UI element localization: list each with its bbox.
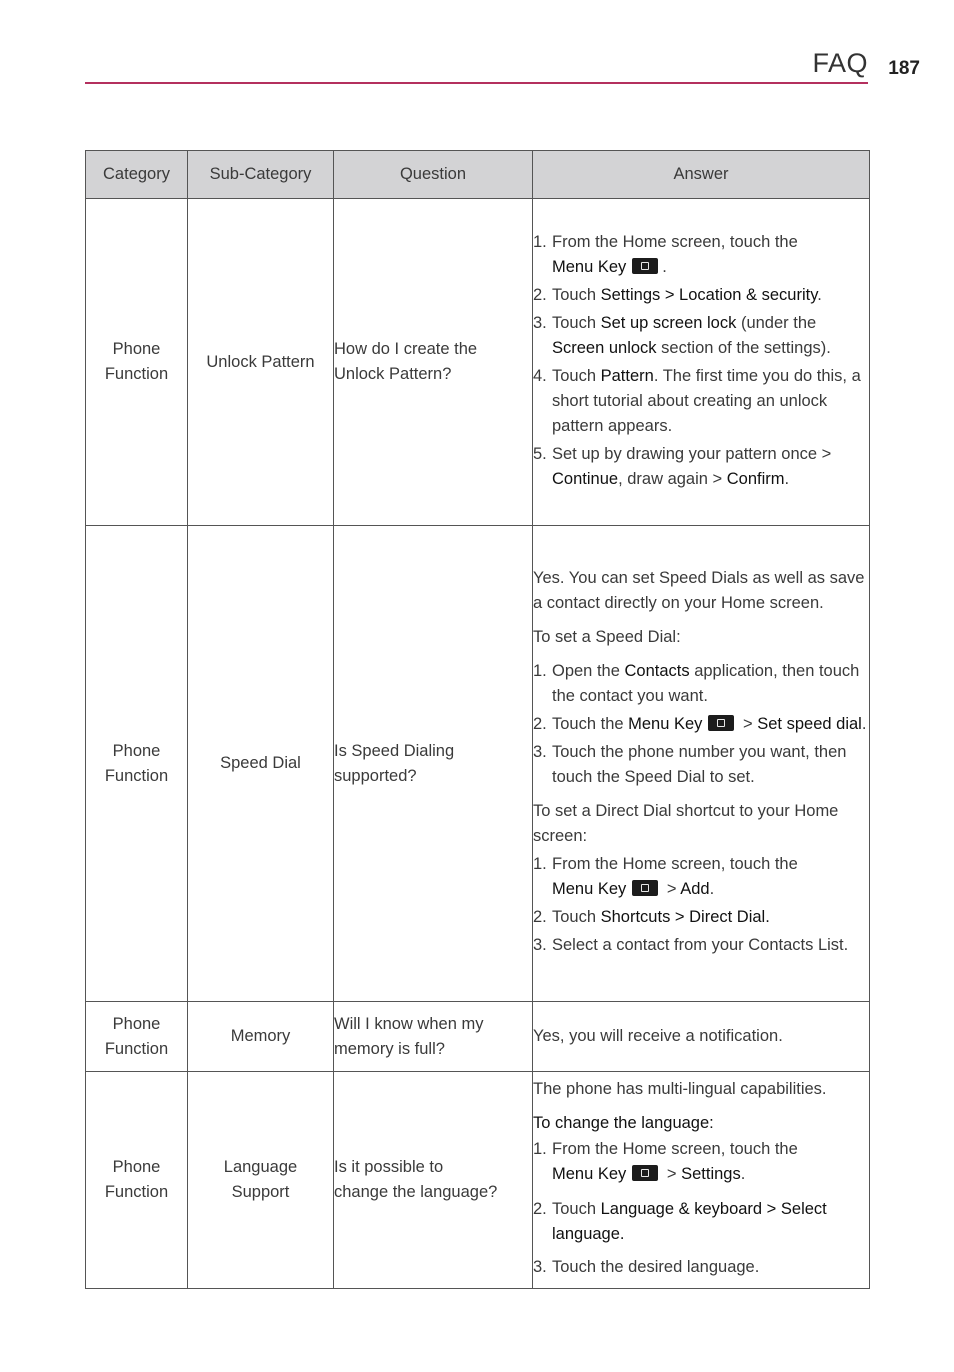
list-item: 2. Touch the Menu Key > Set speed dial. <box>533 715 867 733</box>
table-row <box>86 199 870 526</box>
answer-cell <box>533 526 870 1002</box>
answer-steps <box>533 230 869 492</box>
list-item: 2. Touch Language & keyboard > Select language. <box>533 1200 827 1243</box>
header-subcategory: Sub-Category <box>188 151 334 199</box>
list-item: 1. From the Home screen, touch the Menu Key . <box>533 232 798 276</box>
answer-subheading: To change the language: <box>533 1114 714 1132</box>
question-cell: How do I create the Unlock Pattern? <box>334 199 533 526</box>
list-item: 2. Touch Settings > Location & security. <box>533 285 822 304</box>
list-item: 1. From the Home screen, touch the Menu Key > Add. <box>533 855 798 898</box>
answer-steps <box>533 852 869 958</box>
list-item: 3. Touch the phone number you want, then touch the Speed Dial to set. <box>533 743 847 786</box>
answer-steps <box>533 659 869 790</box>
page-header <box>85 44 920 84</box>
header-answer: Answer <box>533 151 870 199</box>
table-row <box>86 1002 870 1072</box>
subcategory-cell: Unlock Pattern <box>188 199 334 526</box>
subcategory-cell: Memory <box>188 1002 334 1072</box>
table-row <box>86 526 870 1002</box>
table-row <box>86 1072 870 1289</box>
category-cell: Phone Function <box>86 1002 188 1072</box>
question-cell: Is it possible to change the language? <box>334 1072 533 1289</box>
subcategory-cell: Speed Dial <box>188 526 334 1002</box>
answer-cell <box>533 1072 870 1289</box>
page-number: 187 <box>888 58 920 79</box>
list-item: 5. Set up by drawing your pattern once > Continue, draw again > Confirm. <box>533 444 832 488</box>
list-item: 2. Touch Shortcuts > Direct Dial. <box>533 908 770 926</box>
list-item: 3. Select a contact from your Contacts List. <box>533 936 849 954</box>
list-item: 3. Touch the desired language. <box>533 1258 760 1276</box>
answer-cell <box>533 199 870 526</box>
question-cell: Will I know when my memory is full? <box>334 1002 533 1072</box>
category-cell: Phone Function <box>86 526 188 1002</box>
menu-key-icon <box>632 1165 658 1181</box>
header-question: Question <box>334 151 533 199</box>
subcategory-cell: Language Support <box>188 1072 334 1289</box>
question-cell: Is Speed Dialing supported? <box>334 526 533 1002</box>
page-title: FAQ <box>812 48 868 78</box>
menu-key-icon <box>708 715 734 731</box>
list-item: 4. Touch Pattern. The first time you do this, a short tutorial about creating an unlock pattern appears. <box>533 366 861 435</box>
table-header-row <box>86 151 870 199</box>
answer-subheading: To set a Speed Dial: <box>533 628 681 646</box>
answer-steps <box>533 1137 869 1280</box>
list-item: 1. From the Home screen, touch the Menu Key > Settings. <box>533 1140 798 1183</box>
answer-subheading: To set a Direct Dial shortcut to your Home screen: <box>533 802 839 845</box>
menu-key-icon <box>632 258 658 274</box>
list-item: 1. Open the Contacts application, then touch the contact you want. <box>533 662 860 705</box>
header-category: Category <box>86 151 188 199</box>
list-item: 3. Touch Set up screen lock (under the Screen unlock section of the settings). <box>533 313 831 357</box>
answer-intro: Yes. You can set Speed Dials as well as save a contact directly on your Home screen. <box>533 569 865 612</box>
answer-cell: Yes, you will receive a notification. <box>533 1002 870 1072</box>
faq-table <box>85 150 870 1289</box>
category-cell: Phone Function <box>86 199 188 526</box>
answer-intro: The phone has multi-lingual capabilities. <box>533 1080 827 1098</box>
menu-key-icon <box>632 880 658 896</box>
category-cell: Phone Function <box>86 1072 188 1289</box>
